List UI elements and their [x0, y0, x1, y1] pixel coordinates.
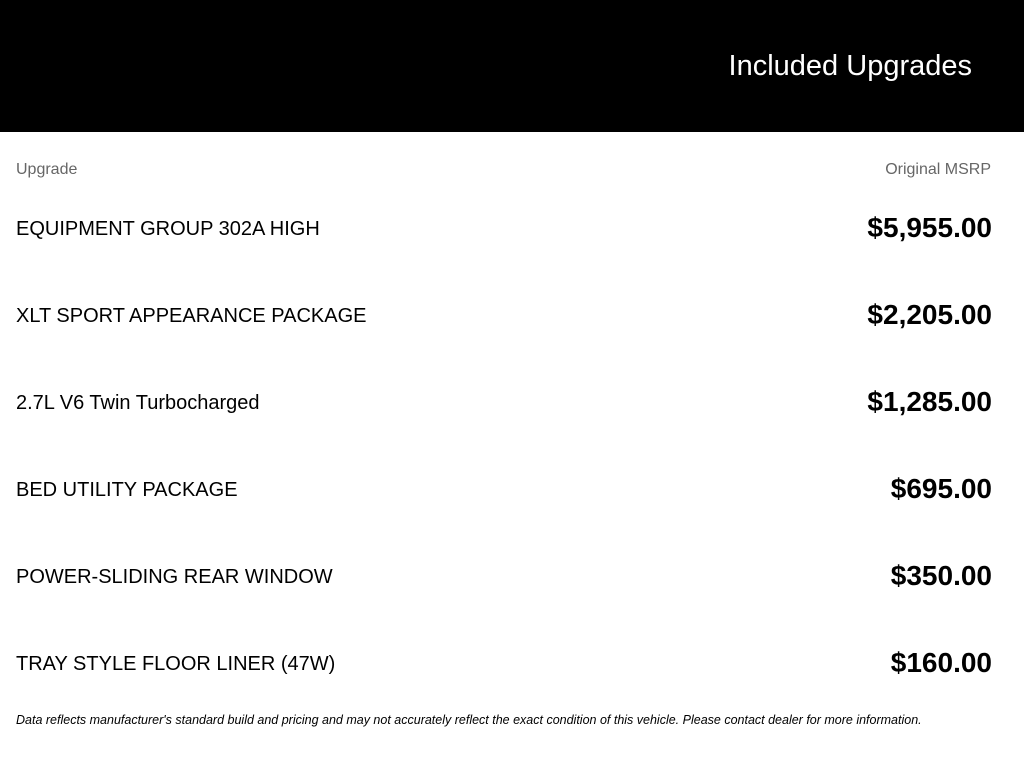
upgrade-row: [0, 379, 1024, 466]
upgrade-row: [0, 205, 1024, 292]
upgrade-name: POWER-SLIDING REAR WINDOW: [16, 566, 333, 588]
upgrade-price: $160.00: [890, 647, 992, 678]
column-header-msrp: Original MSRP: [885, 161, 991, 178]
disclaimer-text: Data reflects manufacturer's standard build and pricing and may not accurately reflect the exact condition of this vehicle. Please contact dealer for more information.: [16, 713, 922, 727]
upgrade-row: [0, 292, 1024, 379]
upgrade-price: $2,205.00: [867, 299, 992, 330]
page-title: Included Upgrades: [728, 50, 972, 82]
upgrade-row: [0, 466, 1024, 553]
upgrade-row: [0, 553, 1024, 640]
upgrade-name: EQUIPMENT GROUP 302A HIGH: [16, 218, 320, 240]
upgrade-price: $350.00: [890, 560, 992, 591]
upgrade-price: $5,955.00: [867, 212, 992, 243]
upgrade-price: $695.00: [890, 473, 992, 504]
upgrade-name: TRAY STYLE FLOOR LINER (47W): [16, 653, 336, 675]
column-header-upgrade: Upgrade: [16, 161, 78, 178]
upgrade-name: BED UTILITY PACKAGE: [16, 479, 238, 501]
page-header: [0, 0, 1024, 132]
upgrades-list: [0, 205, 1024, 727]
upgrade-name: 2.7L V6 Twin Turbocharged: [16, 392, 260, 414]
upgrade-price: $1,285.00: [867, 386, 992, 417]
upgrade-name: XLT SPORT APPEARANCE PACKAGE: [16, 305, 367, 327]
